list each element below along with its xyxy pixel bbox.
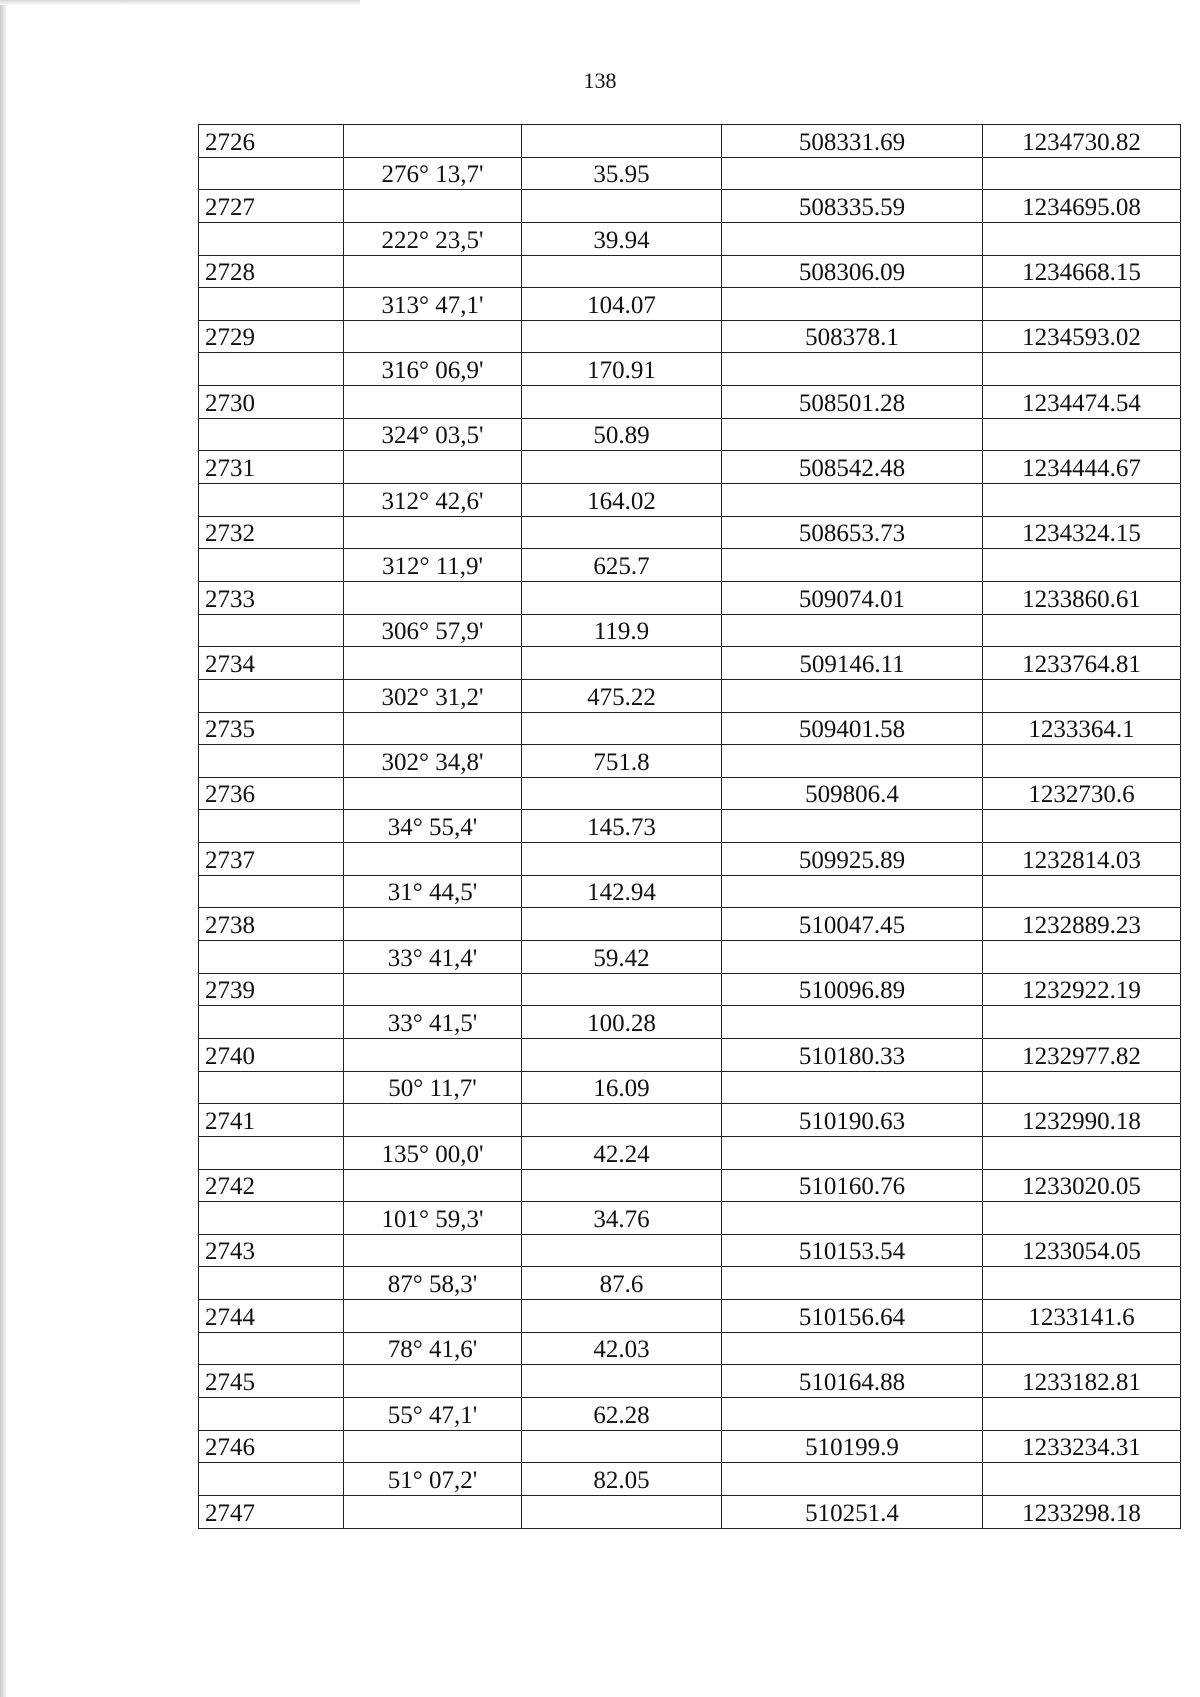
x-coordinate-cell — [722, 222, 983, 255]
bearing-cell — [344, 777, 522, 810]
point-number-cell — [199, 875, 344, 908]
leg-row — [199, 418, 1181, 451]
x-coordinate-cell — [722, 1267, 983, 1300]
point-number-cell — [199, 353, 344, 386]
point-number-cell: 2736 — [199, 777, 344, 810]
point-row — [199, 451, 1181, 484]
y-coordinate-cell: 1232889.23 — [983, 908, 1181, 941]
point-row — [199, 1300, 1181, 1333]
distance-cell: 119.9 — [522, 614, 722, 647]
y-coordinate-cell — [983, 1071, 1181, 1104]
y-coordinate-cell: 1232990.18 — [983, 1104, 1181, 1137]
distance-cell: 42.24 — [522, 1136, 722, 1169]
bearing-cell: 33° 41,4' — [344, 941, 522, 974]
distance-cell — [522, 973, 722, 1006]
x-coordinate-cell: 510164.88 — [722, 1365, 983, 1398]
distance-cell — [522, 908, 722, 941]
point-number-cell: 2732 — [199, 516, 344, 549]
bearing-cell — [344, 1104, 522, 1137]
leg-row — [199, 288, 1181, 321]
bearing-cell — [344, 255, 522, 288]
bearing-cell — [344, 190, 522, 223]
x-coordinate-cell — [722, 1397, 983, 1430]
x-coordinate-cell: 510047.45 — [722, 908, 983, 941]
x-coordinate-cell — [722, 484, 983, 517]
distance-cell: 62.28 — [522, 1397, 722, 1430]
bearing-cell: 222° 23,5' — [344, 222, 522, 255]
leg-row — [199, 941, 1181, 974]
point-number-cell: 2737 — [199, 843, 344, 876]
x-coordinate-cell — [722, 549, 983, 582]
distance-cell: 87.6 — [522, 1267, 722, 1300]
y-coordinate-cell — [983, 1202, 1181, 1235]
bearing-cell — [344, 1430, 522, 1463]
y-coordinate-cell — [983, 941, 1181, 974]
distance-cell: 100.28 — [522, 1006, 722, 1039]
y-coordinate-cell — [983, 745, 1181, 778]
distance-cell — [522, 1495, 722, 1528]
bearing-cell: 33° 41,5' — [344, 1006, 522, 1039]
x-coordinate-cell — [722, 614, 983, 647]
point-number-cell: 2740 — [199, 1038, 344, 1071]
y-coordinate-cell — [983, 679, 1181, 712]
y-coordinate-cell — [983, 1397, 1181, 1430]
y-coordinate-cell: 1234730.82 — [983, 125, 1181, 158]
point-number-cell: 2728 — [199, 255, 344, 288]
point-number-cell: 2738 — [199, 908, 344, 941]
leg-row — [199, 679, 1181, 712]
distance-cell — [522, 516, 722, 549]
distance-cell: 35.95 — [522, 157, 722, 190]
bearing-cell — [344, 1495, 522, 1528]
y-coordinate-cell: 1233054.05 — [983, 1234, 1181, 1267]
point-number-cell — [199, 1136, 344, 1169]
leg-row — [199, 1463, 1181, 1496]
x-coordinate-cell: 508378.1 — [722, 320, 983, 353]
y-coordinate-cell: 1233020.05 — [983, 1169, 1181, 1202]
scan-edge-shadow — [0, 0, 6, 1697]
point-number-cell — [199, 157, 344, 190]
point-row — [199, 973, 1181, 1006]
point-row — [199, 1104, 1181, 1137]
bearing-cell: 306° 57,9' — [344, 614, 522, 647]
bearing-cell — [344, 908, 522, 941]
bearing-cell: 51° 07,2' — [344, 1463, 522, 1496]
leg-row — [199, 1332, 1181, 1365]
distance-cell — [522, 320, 722, 353]
point-row — [199, 386, 1181, 419]
x-coordinate-cell: 510153.54 — [722, 1234, 983, 1267]
point-row — [199, 125, 1181, 158]
bearing-cell — [344, 386, 522, 419]
point-number-cell: 2734 — [199, 647, 344, 680]
coordinates-table — [198, 124, 1181, 1529]
distance-cell — [522, 386, 722, 419]
y-coordinate-cell — [983, 614, 1181, 647]
point-row — [199, 320, 1181, 353]
x-coordinate-cell: 510156.64 — [722, 1300, 983, 1333]
point-number-cell — [199, 614, 344, 647]
x-coordinate-cell — [722, 1202, 983, 1235]
bearing-cell: 312° 11,9' — [344, 549, 522, 582]
bearing-cell — [344, 451, 522, 484]
bearing-cell — [344, 516, 522, 549]
x-coordinate-cell: 510096.89 — [722, 973, 983, 1006]
distance-cell: 34.76 — [522, 1202, 722, 1235]
distance-cell: 751.8 — [522, 745, 722, 778]
bearing-cell: 135° 00,0' — [344, 1136, 522, 1169]
distance-cell — [522, 1430, 722, 1463]
distance-cell: 16.09 — [522, 1071, 722, 1104]
y-coordinate-cell — [983, 484, 1181, 517]
y-coordinate-cell — [983, 288, 1181, 321]
x-coordinate-cell — [722, 1463, 983, 1496]
distance-cell: 164.02 — [522, 484, 722, 517]
x-coordinate-cell: 510199.9 — [722, 1430, 983, 1463]
x-coordinate-cell — [722, 875, 983, 908]
x-coordinate-cell: 508501.28 — [722, 386, 983, 419]
y-coordinate-cell: 1234324.15 — [983, 516, 1181, 549]
point-number-cell: 2726 — [199, 125, 344, 158]
x-coordinate-cell: 509401.58 — [722, 712, 983, 745]
leg-row — [199, 1397, 1181, 1430]
point-number-cell: 2746 — [199, 1430, 344, 1463]
distance-cell: 82.05 — [522, 1463, 722, 1496]
point-row — [199, 1430, 1181, 1463]
bearing-cell: 101° 59,3' — [344, 1202, 522, 1235]
y-coordinate-cell — [983, 418, 1181, 451]
x-coordinate-cell: 509074.01 — [722, 581, 983, 614]
x-coordinate-cell: 508335.59 — [722, 190, 983, 223]
bearing-cell: 324° 03,5' — [344, 418, 522, 451]
y-coordinate-cell — [983, 1267, 1181, 1300]
y-coordinate-cell: 1234474.54 — [983, 386, 1181, 419]
x-coordinate-cell: 508306.09 — [722, 255, 983, 288]
point-number-cell — [199, 222, 344, 255]
point-number-cell: 2743 — [199, 1234, 344, 1267]
bearing-cell — [344, 1038, 522, 1071]
leg-row — [199, 1006, 1181, 1039]
x-coordinate-cell: 508331.69 — [722, 125, 983, 158]
x-coordinate-cell: 510160.76 — [722, 1169, 983, 1202]
leg-row — [199, 1136, 1181, 1169]
distance-cell — [522, 125, 722, 158]
x-coordinate-cell — [722, 418, 983, 451]
y-coordinate-cell — [983, 1463, 1181, 1496]
leg-row — [199, 1202, 1181, 1235]
point-number-cell: 2735 — [199, 712, 344, 745]
point-number-cell — [199, 484, 344, 517]
y-coordinate-cell — [983, 1332, 1181, 1365]
point-row — [199, 1234, 1181, 1267]
x-coordinate-cell — [722, 157, 983, 190]
point-number-cell — [199, 810, 344, 843]
distance-cell — [522, 712, 722, 745]
point-row — [199, 190, 1181, 223]
bearing-cell — [344, 973, 522, 1006]
y-coordinate-cell — [983, 1136, 1181, 1169]
bearing-cell — [344, 320, 522, 353]
point-row — [199, 1365, 1181, 1398]
distance-cell — [522, 255, 722, 288]
x-coordinate-cell: 509925.89 — [722, 843, 983, 876]
point-number-cell — [199, 1202, 344, 1235]
x-coordinate-cell — [722, 1006, 983, 1039]
bearing-cell: 316° 06,9' — [344, 353, 522, 386]
leg-row — [199, 549, 1181, 582]
y-coordinate-cell: 1233364.1 — [983, 712, 1181, 745]
point-row — [199, 712, 1181, 745]
x-coordinate-cell — [722, 288, 983, 321]
bearing-cell — [344, 1300, 522, 1333]
bearing-cell — [344, 712, 522, 745]
bearing-cell: 50° 11,7' — [344, 1071, 522, 1104]
point-number-cell: 2729 — [199, 320, 344, 353]
point-row — [199, 255, 1181, 288]
point-number-cell — [199, 1006, 344, 1039]
leg-row — [199, 157, 1181, 190]
point-row — [199, 516, 1181, 549]
x-coordinate-cell — [722, 810, 983, 843]
point-row — [199, 843, 1181, 876]
distance-cell: 170.91 — [522, 353, 722, 386]
y-coordinate-cell: 1233182.81 — [983, 1365, 1181, 1398]
y-coordinate-cell: 1234593.02 — [983, 320, 1181, 353]
bearing-cell: 312° 42,6' — [344, 484, 522, 517]
x-coordinate-cell: 510251.4 — [722, 1495, 983, 1528]
point-number-cell — [199, 745, 344, 778]
point-number-cell — [199, 1267, 344, 1300]
leg-row — [199, 1267, 1181, 1300]
x-coordinate-cell — [722, 1136, 983, 1169]
y-coordinate-cell: 1232814.03 — [983, 843, 1181, 876]
bearing-cell: 302° 34,8' — [344, 745, 522, 778]
leg-row — [199, 222, 1181, 255]
point-number-cell: 2741 — [199, 1104, 344, 1137]
distance-cell — [522, 1038, 722, 1071]
distance-cell — [522, 190, 722, 223]
distance-cell: 42.03 — [522, 1332, 722, 1365]
y-coordinate-cell — [983, 1006, 1181, 1039]
point-number-cell — [199, 1463, 344, 1496]
distance-cell — [522, 1234, 722, 1267]
scan-top-shadow — [0, 0, 360, 5]
bearing-cell: 87° 58,3' — [344, 1267, 522, 1300]
x-coordinate-cell: 509146.11 — [722, 647, 983, 680]
leg-row — [199, 484, 1181, 517]
bearing-cell: 55° 47,1' — [344, 1397, 522, 1430]
bearing-cell: 31° 44,5' — [344, 875, 522, 908]
y-coordinate-cell: 1232730.6 — [983, 777, 1181, 810]
leg-row — [199, 614, 1181, 647]
x-coordinate-cell: 508542.48 — [722, 451, 983, 484]
point-row — [199, 1169, 1181, 1202]
x-coordinate-cell — [722, 679, 983, 712]
point-number-cell — [199, 679, 344, 712]
y-coordinate-cell: 1234668.15 — [983, 255, 1181, 288]
x-coordinate-cell — [722, 745, 983, 778]
leg-row — [199, 875, 1181, 908]
distance-cell: 625.7 — [522, 549, 722, 582]
y-coordinate-cell — [983, 810, 1181, 843]
bearing-cell — [344, 125, 522, 158]
point-number-cell — [199, 1071, 344, 1104]
y-coordinate-cell: 1232977.82 — [983, 1038, 1181, 1071]
y-coordinate-cell — [983, 157, 1181, 190]
distance-cell: 39.94 — [522, 222, 722, 255]
distance-cell — [522, 581, 722, 614]
x-coordinate-cell — [722, 353, 983, 386]
x-coordinate-cell — [722, 941, 983, 974]
point-number-cell: 2742 — [199, 1169, 344, 1202]
point-number-cell — [199, 288, 344, 321]
point-number-cell — [199, 941, 344, 974]
x-coordinate-cell — [722, 1332, 983, 1365]
y-coordinate-cell: 1233141.6 — [983, 1300, 1181, 1333]
bearing-cell — [344, 1365, 522, 1398]
point-number-cell — [199, 549, 344, 582]
point-number-cell: 2744 — [199, 1300, 344, 1333]
point-row — [199, 581, 1181, 614]
bearing-cell — [344, 843, 522, 876]
point-number-cell: 2733 — [199, 581, 344, 614]
y-coordinate-cell: 1232922.19 — [983, 973, 1181, 1006]
point-row — [199, 647, 1181, 680]
distance-cell: 59.42 — [522, 941, 722, 974]
bearing-cell — [344, 1169, 522, 1202]
distance-cell — [522, 777, 722, 810]
x-coordinate-cell — [722, 1071, 983, 1104]
bearing-cell: 78° 41,6' — [344, 1332, 522, 1365]
bearing-cell: 302° 31,2' — [344, 679, 522, 712]
bearing-cell: 34° 55,4' — [344, 810, 522, 843]
y-coordinate-cell — [983, 222, 1181, 255]
distance-cell: 145.73 — [522, 810, 722, 843]
leg-row — [199, 353, 1181, 386]
distance-cell: 50.89 — [522, 418, 722, 451]
y-coordinate-cell: 1233234.31 — [983, 1430, 1181, 1463]
y-coordinate-cell — [983, 353, 1181, 386]
point-number-cell: 2727 — [199, 190, 344, 223]
leg-row — [199, 810, 1181, 843]
distance-cell — [522, 1300, 722, 1333]
distance-cell — [522, 843, 722, 876]
point-number-cell — [199, 418, 344, 451]
point-number-cell — [199, 1397, 344, 1430]
coordinates-table-body — [199, 125, 1181, 1529]
x-coordinate-cell: 509806.4 — [722, 777, 983, 810]
distance-cell: 475.22 — [522, 679, 722, 712]
point-number-cell: 2739 — [199, 973, 344, 1006]
point-number-cell — [199, 1332, 344, 1365]
bearing-cell: 313° 47,1' — [344, 288, 522, 321]
distance-cell: 104.07 — [522, 288, 722, 321]
x-coordinate-cell: 510180.33 — [722, 1038, 983, 1071]
bearing-cell — [344, 1234, 522, 1267]
distance-cell — [522, 647, 722, 680]
y-coordinate-cell: 1234444.67 — [983, 451, 1181, 484]
point-row — [199, 1495, 1181, 1528]
distance-cell — [522, 1104, 722, 1137]
point-number-cell: 2730 — [199, 386, 344, 419]
point-number-cell: 2745 — [199, 1365, 344, 1398]
y-coordinate-cell: 1233764.81 — [983, 647, 1181, 680]
distance-cell: 142.94 — [522, 875, 722, 908]
distance-cell — [522, 1169, 722, 1202]
point-number-cell: 2747 — [199, 1495, 344, 1528]
page-number: 138 — [583, 68, 617, 93]
leg-row — [199, 745, 1181, 778]
point-number-cell: 2731 — [199, 451, 344, 484]
bearing-cell — [344, 647, 522, 680]
point-row — [199, 1038, 1181, 1071]
y-coordinate-cell — [983, 875, 1181, 908]
x-coordinate-cell: 508653.73 — [722, 516, 983, 549]
leg-row — [199, 1071, 1181, 1104]
point-row — [199, 908, 1181, 941]
y-coordinate-cell: 1233298.18 — [983, 1495, 1181, 1528]
y-coordinate-cell — [983, 549, 1181, 582]
bearing-cell — [344, 581, 522, 614]
y-coordinate-cell: 1234695.08 — [983, 190, 1181, 223]
y-coordinate-cell: 1233860.61 — [983, 581, 1181, 614]
distance-cell — [522, 451, 722, 484]
x-coordinate-cell: 510190.63 — [722, 1104, 983, 1137]
bearing-cell: 276° 13,7' — [344, 157, 522, 190]
distance-cell — [522, 1365, 722, 1398]
point-row — [199, 777, 1181, 810]
